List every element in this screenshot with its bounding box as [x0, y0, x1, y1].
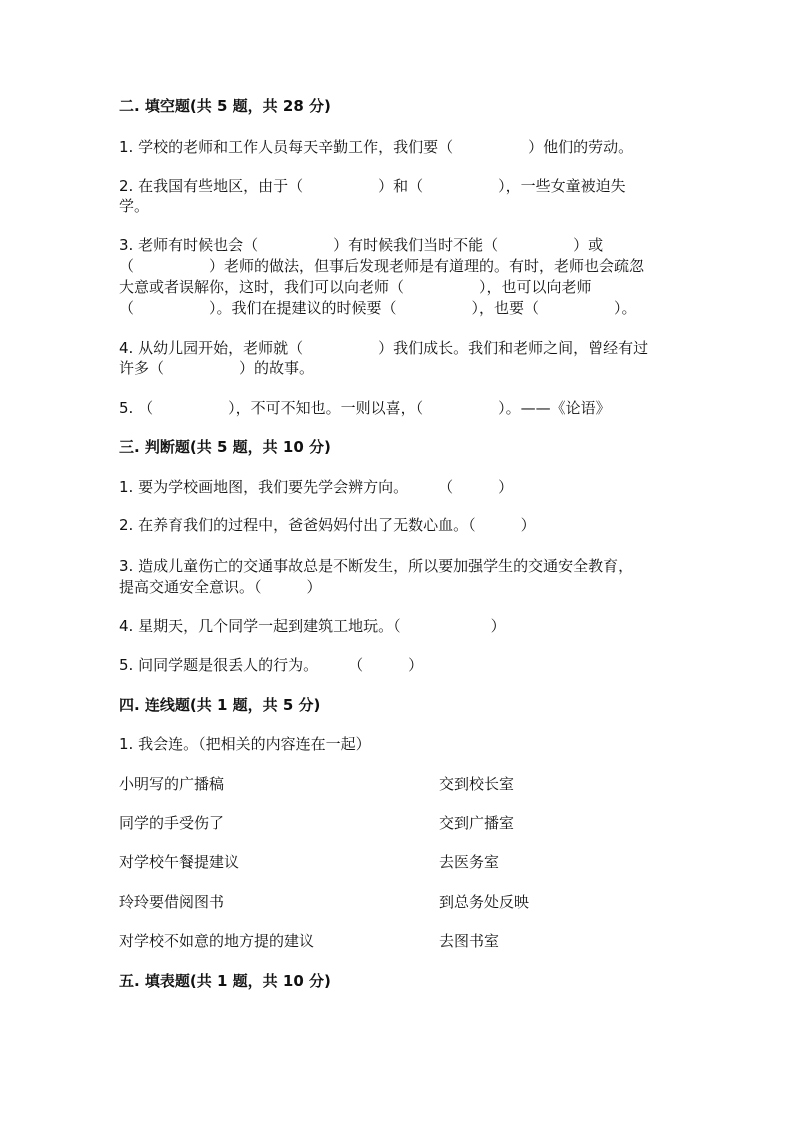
match-right-item[interactable]: 去图书室 [439, 932, 500, 950]
match-question-1: 1. 我会连。（把相关的内容连在一起） [119, 735, 371, 753]
judge-question-3-line-1: 3. 造成儿童伤亡的交通事故总是不断发生，所以要加强学生的交通安全教育， [119, 557, 634, 575]
fill-question-3-line-3: 大意或者误解你，这时，我们可以向老师（ ），也可以向老师 [119, 278, 592, 296]
fill-question-3-line-2: （ ）老师的做法，但事后发现老师是有道理的。有时，老师也会疏忽 [119, 257, 645, 275]
match-left-item[interactable]: 对学校不如意的地方提的建议 [119, 932, 315, 950]
judge-question-3-line-2: 提高交通安全意识。（ ） [119, 578, 322, 596]
fill-question-2-line-1: 2. 在我国有些地区，由于（ ）和（ ），一些女童被迫失 [119, 177, 626, 195]
fill-question-4-line-2: 许多（ ）的故事。 [119, 359, 315, 377]
fill-question-1: 1. 学校的老师和工作人员每天辛勤工作，我们要（ ）他们的劳动。 [119, 138, 634, 156]
fill-question-4-line-1: 4. 从幼儿园开始，老师就（ ）我们成长。我们和老师之间，曾经有过 [119, 339, 649, 357]
judge-question-4: 4. 星期天，几个同学一起到建筑工地玩。（ ） [119, 617, 506, 635]
fill-question-3-line-4: （ ）。我们在提建议的时候要（ ），也要（ ）。 [119, 299, 637, 317]
match-left-item[interactable]: 同学的手受伤了 [119, 814, 225, 832]
section-heading-true-false: 三. 判断题(共 5 题，共 10 分) [119, 438, 331, 456]
match-left-item[interactable]: 小明写的广播稿 [119, 775, 225, 793]
match-right-item[interactable]: 交到广播室 [439, 814, 515, 832]
section-heading-table: 五. 填表题(共 1 题，共 10 分) [119, 972, 331, 990]
fill-question-3-line-1: 3. 老师有时候也会（ ）有时候我们当时不能（ ）或 [119, 236, 604, 254]
section-heading-fill-in: 二. 填空题(共 5 题，共 28 分) [119, 97, 331, 115]
fill-question-2-line-2: 学。 [119, 197, 150, 215]
judge-question-1: 1. 要为学校画地图，我们要先学会辨方向。 （ ） [119, 478, 514, 496]
fill-question-5: 5. （ ），不可不知也。一则以喜，（ ）。——《论语》 [119, 399, 611, 417]
match-left-item[interactable]: 玲玲要借阅图书 [119, 893, 225, 911]
match-left-item[interactable]: 对学校午餐提建议 [119, 853, 240, 871]
match-right-item[interactable]: 交到校长室 [439, 775, 515, 793]
judge-question-5: 5. 问同学题是很丢人的行为。 （ ） [119, 656, 424, 674]
judge-question-2: 2. 在养育我们的过程中，爸爸妈妈付出了无数心血。（ ） [119, 516, 536, 534]
section-heading-matching: 四. 连线题(共 1 题，共 5 分) [119, 696, 321, 714]
match-right-item[interactable]: 到总务处反映 [439, 893, 530, 911]
match-right-item[interactable]: 去医务室 [439, 853, 500, 871]
